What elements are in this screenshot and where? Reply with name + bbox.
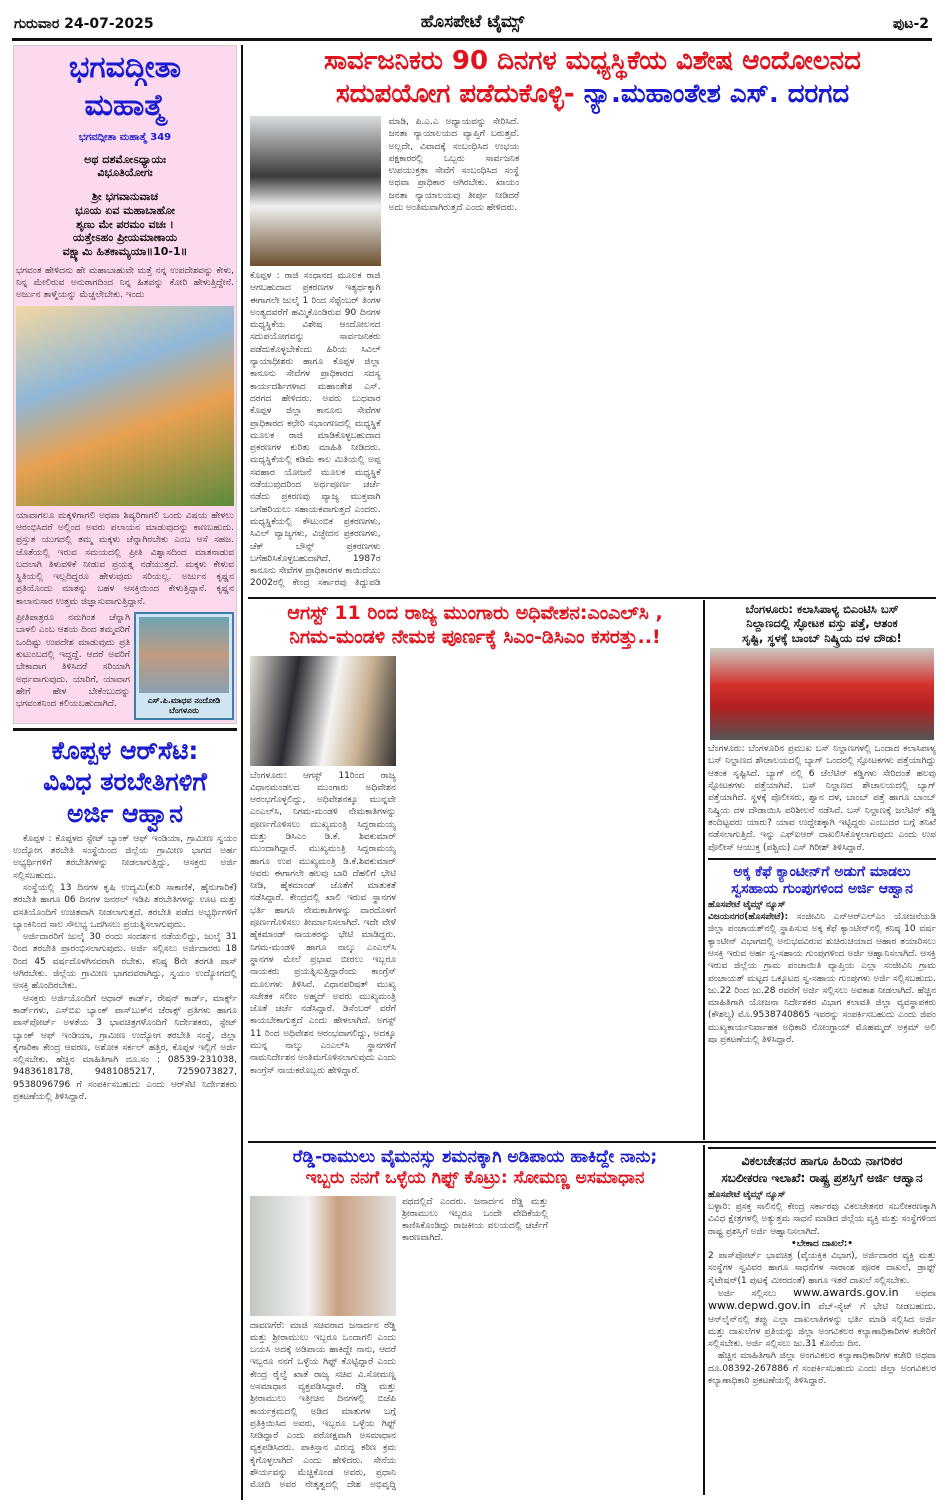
akka-body xyxy=(708,899,936,1138)
judge-photo xyxy=(250,116,381,266)
paragraph: ಸಂಜೀವಿನಿ ಎನ್‌ಆರ್‌ಎಲ್‌ಎಂ ಯೋಜನೆಯಡಿ ಜಿಲ್ಲಾ ಪಂಚಾಯತ್‌ನಲ್ಲಿ ಸ್ಥಾಪಿಸುವ ಅಕ್ಕ ಕೆಫೆ ಕ್ಯಾಂಟೀನ್‌ನಲ್ಲಿ ಕನಿಷ್ಠ 10 ವರ್ಷ ಕ್ಯಾಂಟೀನ್ ವಿಭಾಗದಲ್ಲಿ ಅನುಭವವಿರುವ ಶುಚಿರುಚಿಯಾದ ಆಹಾರ ತಯಾರಿಸಲು ಆಸಕ್ತಿ ಇರುವ ಅರ್ಹ ಸ್ವ-ಸಹಾಯ ಗುಂಪುಗಳಿಂದ ಅರ್ಜಿ ಆಹ್ವಾನಿಸಲಾಗಿದೆ. ಆಸಕ್ತಿ ಇರುವ ಜಿಲ್ಲೆಯ ಗ್ರಾಮ ಪಂಚಾಯಿತಿ ವ್ಯಾಪ್ತಿಯ ಎಲ್ಲಾ ಸಂಜೀವಿನಿ ಗ್ರಾಮ ಪಂಚಾಯತ್ ಮಟ್ಟದ ಒಕ್ಕೂಟದ ಸ್ವ-ಸಹಾಯ ಗುಂಪುಗಳು ಅರ್ಜಿ ಸಲ್ಲಿಸಬಹುದು. ಜು.22 ರಿಂದ ಜು.28 ರವರೆಗೆ ಅರ್ಜಿ ಸಲ್ಲಿಸಲು ಅವಕಾಶ ನೀಡಲಾಗಿದೆ. ಹೆಚ್ಚಿನ ಮಾಹಿತಿಗಾಗಿ ಯೋಜನಾ ನಿರ್ದೇಶಕರ ವಿಭಾಗ ಕಲಾವತಿ ಜಿಲ್ಲಾ ವ್ಯವಸ್ಥಾಪಕರು (ಕೌಶಲ್ಯ) ಮೊ.9538740865 ಇವರನ್ನು ಸಂಪರ್ಕಿಸಬಹುದು ಎಂದು ಜಿಪಂ ಮುಖ್ಯಕಾರ್ಯನಿರ್ವಾಹಕ ಅಧಿಕಾರಿ ನೋಂಗ್ಜಾಯ್ ಮೊಹಮ್ಮದ್ ಅಕ್ರಮ್ ಅಲಿ ಷಾ ಪ್ರಕಟಣೆಯಲ್ಲಿ ತಿಳಿಸಿದ್ದಾರೆ. xyxy=(708,912,936,1046)
gita-title-2: ಮಹಾತ್ಮೆ xyxy=(84,87,166,123)
byline: ಹೊಸಪೇಟೆ ಟೈಮ್ಸ್ ನ್ಯೂಸ್ xyxy=(708,899,786,910)
award-body xyxy=(708,1189,936,1497)
lead-article xyxy=(250,45,935,596)
author-box xyxy=(134,612,234,720)
divider xyxy=(708,1147,936,1149)
chapter-line: ಅಥ ದಶಮೋಽಧ್ಯಾಯಃ xyxy=(84,152,166,166)
paragraph: ಸಂಸ್ಥೆಯಲ್ಲಿ 13 ದಿನಗಳ ಕೃಷಿ ಉದ್ಯಮಿ(ಕುರಿ ಸಾಕಾಣಿಕೆ, ಹೈನುಗಾರಿಕೆ) ತರಬೇತಿ ಹಾಗೂ 06 ದಿನಗಳ ಜನರಲ್ ಇಡಿಪಿ ತರಬೇತಿಗಳನ್ನು ಊಟ ಮತ್ತು ವಸತಿಯೊಂದಿಗೆ ಉಚಿತವಾಗಿ ನೀಡಲಾಗುತ್ತದೆ. ತರಬೇತಿ ಪಡೆದ ಅಭ್ಯರ್ಥಿಗಳಿಗೆ ಬ್ಯಾಂಕಿನಿಂದ ಸಾಲ ಸೌಲಭ್ಯ ಒದಗಿಸಲು ಪ್ರಯತ್ನಿಸಲಾಗುವುದು. xyxy=(13,882,237,930)
headline-part: ನ್ಯಾ.ಮಹಾಂತೇಶ ಎಸ್. ದರಗದ xyxy=(583,78,850,109)
award-headline: ಸಬಲೀಕರಣ ಇಲಾಖೆ: ರಾಷ್ಟ್ರ ಪ್ರಶಸ್ತಿಗೆ ಅರ್ಜಿ ಆಹ್ವಾನ xyxy=(721,1170,923,1185)
awards-link[interactable]: www.awards.gov.in xyxy=(793,1286,899,1299)
column-divider xyxy=(241,45,243,1500)
issue-date: ಗುರುವಾರ 24-07-2025 xyxy=(14,16,154,32)
lead-headline-2 xyxy=(250,78,935,111)
paragraph: ಬಳ್ಳಾರಿ: ಪ್ರಸಕ್ತ ಸಾಲಿನಲ್ಲಿ ಕೇಂದ್ರ ಸರ್ಕಾರವು ವಿಕಲಚೇತನರ ಸಬಲೀಕರಣಕ್ಕಾಗಿ ವಿವಿಧ ಕ್ಷೇತ್ರಗಳಲ್ಲಿ ಅತ್ಯುತ್ತಮ ಸಾಧನೆ ಮಾಡಿದ ಜಿಲ್ಲೆಯ ವ್ಯಕ್ತಿ ಮತ್ತು ಸಂಸ್ಥೆಗಳಿಂದ ರಾಷ್ಟ್ರ ಪ್ರಶಸ್ತಿಗೆ ಅರ್ಜಿ ಆಹ್ವಾನಿಸಲಾಗಿದೆ. xyxy=(708,1201,936,1237)
somanna-photo xyxy=(250,1196,396,1316)
rseti-headline: ಅರ್ಜಿ ಆಹ್ವಾನ xyxy=(67,798,183,828)
verse-line: ಶೃಣು ಮೇ ಪರಮಂ ವಚಃ । xyxy=(76,217,174,231)
gita-side-text: ಪ್ರೀತಿಪಾತ್ರರೂ ನಮಗಿಂತ ಚೆನ್ನಾಗಿ ಬಾಳಲಿ ಎಂಬ ಆಶಯ ದಿಂದ ತಮ್ಮವರಿಗೆ ಒಂದಿಷ್ಟು ಉಪದೇಶ ಮಾಡುವುದು ಪ್ರತಿ ಕುಟುಂಬದಲ್ಲಿ ಇದ್ದದ್ದೆ. ಆದರೆ ಅವರಿಗೆ ಬೇಕಾದಾಗ ತಿಳಿಸಿದರೆ ಸರಿಯಾಗಿ ಅರ್ಥವಾಗುವುದು. ಯಾರಿಗೆ, ಯಾವಾಗ ಹೇಗೆ ಹೇಳ ಬೇಕೆಂಬುದನ್ನು ಭಗವಂತನಿಂದ ಕಲಿಯಬಹುದಾಗಿದೆ. xyxy=(16,613,130,710)
session-body-wrap xyxy=(250,656,700,1139)
somanna-article xyxy=(250,1147,700,1497)
rseti-body xyxy=(13,833,237,1497)
gita-box xyxy=(13,45,237,724)
paragraph: ಆಸಕ್ತರು ಅರ್ಜಿಯೊಂದಿಗೆ ಆಧಾರ್ ಕಾರ್ಡ್, ರೇಷನ್ ಕಾರ್ಡ್, ಮಾರ್ಕ್ಸ್ ಕಾರ್ಡ್‌ಗಳು, ಎಸ್‌ಬಿಐ ಬ್ಯಾಂಕ್ ಪಾಸ್‌ಬುಕ್‌ನ ಜೆರಾಕ್ಸ್ ಪ್ರತಿಗಳು ಹಾಗೂ ಪಾಸ್‌ಪೋರ್ಟ್ ಅಳತೆಯ 3 ಭಾವಚಿತ್ರಗಳೊಂದಿಗೆ ನಿರ್ದೇಶಕರು, ಸ್ಟೇಟ್ ಬ್ಯಾಂಕ್ ಆಫ್ ಇಂಡಿಯಾ, ಗ್ರಾಮೀಣ ಉದ್ಯೋಗ ತರಬೇತಿ ಸಂಸ್ಥೆ, ಜಿಲ್ಲಾ ಕೈಗಾರಿಕಾ ಕೇಂದ್ರ ಆವರಣ, ಅಶೋಕ ಸರ್ಕಲ್ ಹತ್ತಿರ, ಕೊಪ್ಪಳ ಇಲ್ಲಿಗೆ ಅರ್ಜಿ ಸಲ್ಲಿಸಬೇಕು. ಹೆಚ್ಚಿನ ಮಾಹಿತಿಗಾಗಿ ದೂ.ಸಂ : 08539-231038, 9483618178, 9481085217, 7259073827, 9538096796 ಗೆ ಸಂಪರ್ಕಿಸಬಹುದು ಎಂದು ಆರ್‌ಸೆಟಿ ನಿರ್ದೇಶಕರು ಪ್ರಕಟಣೆಯಲ್ಲಿ ತಿಳಿಸಿದ್ದಾರೆ. xyxy=(13,993,237,1102)
paragraph: ಅರ್ಜಿದಾರರಿಗೆ ಜುಲೈ 30 ರಂದು ಸಂದರ್ಶನ ನಡೆಯಲಿದ್ದು, ಜುಲೈ 31 ರಿಂದ ತರಬೇತಿ ಪ್ರಾರಂಭಿಸಲಾಗುವುದು. ಅರ್ಜಿ ಸಲ್ಲಿಸಲು ಅರ್ಜಿದಾರರು 18 ರಿಂದ 45 ವರ್ಷದೊಳಗಿನವರಾಗಿ ರಬೇಕು. ಕನಿಷ್ಠ 8ನೇ ತರಗತಿ ಪಾಸ್ ಆಗಿರಬೇಕು. ಜಿಲ್ಲೆಯ ಗ್ರಾಮೀಣ ಭಾಗದವರಾಗಿದ್ದು, ಸ್ವಯಂ ಉದ್ಯೋಗದಲ್ಲಿ ಆಸಕ್ತಿ ಹೊಂದಿರಬೇಕು. xyxy=(13,932,237,992)
newspaper-title: ಹೊಸಪೇಟೆ ಟೈಮ್ಸ್ xyxy=(420,12,525,32)
left-column xyxy=(13,45,237,1497)
text: ವೆಬ್-ಸೈಟ್ ಗೆ ಭೇಟಿ ನೀಡಬಹುದು. ಆನ್‌ಲೈನ್‌ನಲ್ಲಿ ತಪ್ಪು ಎಲ್ಲಾ ದಾಖಲಾತಿಗಳನ್ನು ಭರ್ತಿ ಮಾಡಿ ಸಲ್ಲಿಸಿದ ಅರ್ಜಿ ಮತ್ತು ದಾಖಲೆಗಳ ಪ್ರತಿಯನ್ನು ಜಿಲ್ಲಾ ಅಂಗವಿಕಲರ ಕಲ್ಯಾಣಾಧಿಕಾರಿಗಳ ಕಚೇರಿಗೆ ಸಲ್ಲಿಸಬೇಕು. ಅರ್ಜಿ ಸಲ್ಲಿಸಲು ಜು.31 ಕೊನೆಯ ದಿನ. xyxy=(708,1302,936,1350)
somanna-headline-2: ಇಬ್ಬರು ನನಗೆ ಒಳ್ಳೆಯ ಗಿಫ್ಟ್ ಕೊಟ್ರು: ಸೋಮಣ್ಣ ಅಸಮಾಧಾನ xyxy=(305,1168,645,1189)
depwd-link[interactable]: www.depwd.gov.in xyxy=(708,1299,811,1313)
award-headline: ವಿಕಲಚೇತನರ ಹಾಗೂ ಹಿರಿಯ ನಾಗರಿಕರ xyxy=(741,1153,903,1168)
cm-dcm-photo xyxy=(250,656,396,766)
akka-headline: ಸ್ವಸಹಾಯ ಗುಂಪುಗಳಿಂದ ಅರ್ಜಿ ಆಹ್ವಾನ xyxy=(731,881,913,898)
gita-intro: ಭಗವಂತ ಹೇಳಿದನು ಹೇ ಮಹಾಬಾಹುವೇ ಮತ್ತೆ ನನ್ನ ಉಪದೇಶವನ್ನು ಕೇಳು, ನಿನ್ನ ಮೇಲಿರುವ ಅನುರಾಗದಿಂದ ನಿನ್ನ ಹಿತವನ್ನು ಕೋರಿ ಹೇಳುತ್ತಿದ್ದೇನೆ. ಅರ್ಜುನ ತಾಳ್ಮೆಯನ್ನು ಮೆಚ್ಚಲೇಬೇಕು. ಇಂದು xyxy=(16,265,234,301)
verse-line: ವಕ್ಷ್ಯಾಮಿ ಹಿತಕಾಮ್ಯಯಾ॥10-1॥ xyxy=(62,245,188,258)
somanna-headline: ರೆಡ್ಡಿ-ರಾಮುಲು ವೈಮನಸ್ಸು ಶಮನಕ್ಕಾಗಿ ಅಡಿಪಾಯ ಹಾಕಿದ್ದೇ ನಾನು; xyxy=(292,1147,658,1167)
divider xyxy=(248,597,936,599)
paragraph: ಕೊಪ್ಪಳ : ಕೊಪ್ಪಳದ ಸ್ಟೇಟ್ ಬ್ಯಾಂಕ್ ಆಫ್ ಇಂಡಿಯಾ, ಗ್ರಾಮೀಣ ಸ್ವಯಂ ಉದ್ಯೋಗ ತರಬೇತಿ ಸಂಸ್ಥೆಯಿಂದ ಜಿಲ್ಲೆಯ ಗ್ರಾಮೀಣ ಭಾಗದ ಅರ್ಹ ಅಭ್ಯರ್ಥಿಗಳಿಗೆ ತರಬೇತಿಗಳನ್ನು ನೀಡಲಾಗುತ್ತಿದ್ದು, ಆಸಕ್ತರು ಅರ್ಜಿ ಸಲ್ಲಿಸಬಹುದು. xyxy=(13,833,237,881)
verse-line: ಶ್ರೀ ಭಗವಾನುವಾಚ xyxy=(92,190,158,203)
lead-body-wrap xyxy=(250,116,935,596)
paragraph: ಹೆಚ್ಚಿನ ಮಾಹಿತಿಗಾಗಿ ಜಿಲ್ಲಾ ಅಂಗವಿಕಲರ ಕಲ್ಯಾಣಾಧಿಕಾರಿಗಳ ಕಚೇರಿ ಅಥವಾ ದೂ.08392-267886 ಗೆ ಸಂಪರ್ಕಿಸಬಹುದು ಎಂದು ಜಿಲ್ಲಾ ಅಂಗವಿಕಲರ ಕಲ್ಯಾಣಾಧಿಕಾರಿ ಪ್ರಕಟಣೆಯಲ್ಲಿ ತಿಳಿಸಿದ್ದಾರೆ. xyxy=(708,1351,936,1387)
somanna-body: ದಾವಣಗೆರೆ: ಮಾಜಿ ಸಚಿವರಾದ ಜನಾರ್ದನ ರೆಡ್ಡಿ ಮತ್ತು ಶ್ರೀರಾಮುಲು ಇಬ್ಬರೂ ಒಂದಾಗಲಿ ಎಂದು ಬಯಸಿ ಅದಕ್ಕೆ ಅಡಿಪಾಯ ಹಾಕಿದ್ದೇ ನಾನು, ಆದರೆ ಇಬ್ಬರೂ ನನಗೆ ಒಳ್ಳೆಯ ಗಿಫ್ಟ್ ಕೊಟ್ಟಿದ್ದಾರೆ ಎಂದು ಕೇಂದ್ರ ರೈಲ್ವೆ ಖಾತೆ ರಾಜ್ಯ ಸಚಿವ ವಿ.ಸೋಮಣ್ಣ ಅಸಮಾಧಾನ ವ್ಯಕ್ತಪಡಿಸಿದ್ದಾರೆ. ರೆಡ್ಡಿ ಮತ್ತು ಶ್ರೀರಾಮುಲು ಇತ್ತೀಚಿನ ದಿನಗಳಲ್ಲಿ ಬಿಜೆಪಿ ಕಾರ್ಯಕ್ರಮದಲ್ಲಿ ಅಡಿದ ಮಾತುಗಳ ಬಗ್ಗೆ ಪ್ರತಿಕ್ರಿಯಿಸಿದ ಅವರು, ಇಬ್ಬರೂ ಒಳ್ಳೆಯ ಗಿಫ್ಟ್ ನೀಡಿದ್ದಾರೆ ಎಂದು ಪರೋಕ್ಷವಾಗಿ ಅಸಮಾಧಾನ ವ್ಯಕ್ತಪಡಿಸಿದರು. ಪಾಕಿಸ್ತಾನ ವಿರುದ್ಧ ಕಠಿಣ ಕ್ರಮ ಕೈಗೊಳ್ಳಲಾಗಿದೆ ಎಂದು ಹೇಳಿದರು. ಸೇನೆಯ ಶೌರ್ಯವನ್ನು ಮೆಚ್ಚಿಕೊಂಡ ಅವರು, ಪ್ರಧಾನಿ ಮೋದಿ ಅವರ ನೇತೃತ್ವದಲ್ಲಿ ದೇಶ ಅಭಿವೃದ್ಧಿ ಪಥದಲ್ಲಿದೆ ಎಂದರು. ಜನಾರ್ದನ ರೆಡ್ಡಿ ಮತ್ತು ಶ್ರೀರಾಮುಲು ಇಬ್ಬರೂ ಒಂದೇ ವೇದಿಕೆಯಲ್ಲಿ ಕಾಣಿಸಿಕೊಂಡಿದ್ದು ರಾಜಕೀಯ ವಲಯದಲ್ಲಿ ಚರ್ಚೆಗೆ ಕಾರಣವಾಗಿದೆ. xyxy=(250,1196,548,1491)
session-article xyxy=(250,602,700,1138)
session-headline: ಆಗಸ್ಟ್ 11 ರಿಂದ ರಾಜ್ಯ ಮುಂಗಾರು ಅಧಿವೇಶನ:ಎಂಎಲ್‌ಸಿ , xyxy=(287,602,663,624)
headline-part: ಸದುಪಯೋಗ ಪಡೆದುಕೊಳ್ಳಿ- xyxy=(335,78,575,109)
page-number: ಪುಟ-2 xyxy=(892,16,929,32)
column-divider xyxy=(703,1145,705,1495)
bus-headline: ಬೆಂಗಳೂರು: ಕಲಾಸಿಪಾಳ್ಯ ಬಿಎಂಟಿಸಿ ಬಸ್ xyxy=(745,602,899,616)
bus-headline: ಸೃಷ್ಟಿ, ಸ್ಥಳಕ್ಕೆ ಬಾಂಬ್ ನಿಷ್ಕ್ರಿಯ ದಳ ದೌಡು! xyxy=(742,630,902,645)
dateline: ವಿಜಯನಗರ(ಹೊಸಪೇಟೆ): xyxy=(708,912,789,923)
divider xyxy=(13,728,237,731)
rseti-headline: ವಿವಿಧ ತರಬೇತಿಗಳಿಗೆ xyxy=(43,767,207,797)
gita-subtitle: ಭಗವದ್ಗೀತಾ ಮಹಾತ್ಮೆ 349 xyxy=(78,132,172,143)
bus-station-photo xyxy=(710,648,934,740)
text: ಅರ್ಜಿ ಸಲ್ಲಿಸಲು xyxy=(718,1289,777,1299)
session-headline-2: ನಿಗಮ-ಮಂಡಳಿ ನೇಮಕ ಪೂರ್ಣಕ್ಕೆ ಸಿಎಂ-ಡಿಸಿಎಂ ಕಸರತ್ತು..! xyxy=(289,625,661,648)
bus-body: ಬೆಂಗಳೂರು: ಬೆಂಗಳೂರಿನ ಪ್ರಮುಖ ಬಸ್ ನಿಲ್ದಾಣಗಳಲ್ಲಿ ಒಂದಾದ ಕಲಾಸಿಪಾಳ್ಯ ಬಸ್ ನಿಲ್ದಾಣದ ಶೌಚಾಲಯದಲ್ಲಿ ಬ್ಯಾಗ್ ಒಂದರಲ್ಲಿ ಸ್ಫೋಟಕಗಳು ಪತ್ತೆಯಾಗಿದ್ದು ಆತಂಕ ಸೃಷ್ಟಿಸಿದೆ. ಬ್ಯಾಗ್ ನಲ್ಲಿ 6 ಜೆಲೆಟಿನ್ ಕಡ್ಡಿಗಳು ಸೇರಿದಂತೆ ಹಲವು ಸ್ಫೋಟಕಗಳು ಪತ್ತೆಯಾಗಿವೆ. ಬಸ್ ನಿಲ್ದಾಣದ ಶೌಚಾಲಯದಲ್ಲಿ ಬ್ಯಾಗ್ ಪತ್ತೆಯಾಗಿದೆ. ಸ್ಥಳಕ್ಕೆ ಪೊಲೀಸರು, ಶ್ವಾನ ದಳ, ಬಾಂಬ್ ಪತ್ತೆ ಹಾಗೂ ಬಾಂಬ್ ನಿಷ್ಕ್ರಿಯ ದಳ ದೌಡಾಯಿಸಿ ಪರಿಶೀಲನೆ ನಡೆಸಿವೆ. ಬಸ್ ನಿಲ್ದಾಣಕ್ಕೆ ಜಲೆಟಿನ್ ಕಡ್ಡಿ ತಂದಿಟ್ಟವರು ಯಾರು? ಯಾವ ಉದ್ದೇಶಕ್ಕಾಗಿ ಇಟ್ಟಿದ್ದರು ಎಂಬುದರ ಬಗ್ಗೆ ತನಿಖೆ ನಡೆಸಲಾಗುತ್ತಿದೆ. ಇನ್ನು ಎಫ್‌ಐಆರ್ ದಾಖಲಿಸಿಕೊಳ್ಳಲಾಗುವುದು ಎಂದು ಉಪ ಪೊಲೀಸ್ ಆಯುಕ್ತ (ಪಶ್ಚಿಮ) ಎಸ್ ಗಿರೀಶ್ ತಿಳಿಸಿದ್ದಾರೆ. xyxy=(708,744,936,853)
award-article xyxy=(708,1147,936,1497)
verse-line: ಯತ್ತೇಽಹಂ ಪ್ರೀಯಮಾಣಾಯ xyxy=(72,231,178,245)
masthead-rule xyxy=(12,38,932,41)
paragraph: 2 ಪಾಸ್‌ಪೋರ್ಟ್ ಭಾವಚಿತ್ರ (ವೈಯಕ್ತಿಕ ವಿಭಾಗ), ಅರ್ಜಿದಾರರ ವ್ಯಕ್ತಿ ಮತ್ತು ಸಂಸ್ಥೆಗಳ ಸ್ವವಿವರ ಹಾಗೂ ಸಾಧನೆಗಳ ಸಾರಾಂಶ ಪೂರಕ ದಾಖಲೆ, ಡ್ರಾಫ್ಟ್ ಸೈಟೇಷನ್(1 ಪುಟಕ್ಕೆ ಮೀರದಂತೆ) ಹಾಗೂ ಇತರೆ ದಾಖಲೆ ಸಲ್ಲಿಸಬೇಕು. xyxy=(708,1251,936,1286)
akka-headline: ಅಕ್ಕ ಕೆಫೆ ಕ್ಯಾಂಟೀನ್‌ಗೆ ಅಡುಗೆ ಮಾಡಲು xyxy=(733,863,911,880)
krishna-arjuna-image xyxy=(16,306,234,506)
session-body: ಬೆಂಗಳೂರು: ಆಗಸ್ಟ್ 11ರಿಂದ ರಾಜ್ಯ ವಿಧಾನಮಂಡಲದ ಮುಂಗಾರು ಅಧಿವೇಶನ ಆರಂಭಗೊಳ್ಳಲಿದ್ದು, ಅಧಿವೇಶನಕ್ಕೂ ಮುನ್ನವೇ ಎಂಎಲ್‌ಸಿ, ನಿಗಮ-ಮಂಡಳಿ ನೇಮಕಾತಿಗಳನ್ನು ಪೂರ್ಣಗೊಳಿಸಲು ಮುಖ್ಯಮಂತ್ರಿ ಸಿದ್ದರಾಮಯ್ಯ ಮತ್ತು ಡಿಸಿಎಂ ಡಿ.ಕೆ. ಶಿವಕುಮಾರ್ ಮುಂದಾಗಿದ್ದಾರೆ. ಮುಖ್ಯಮಂತ್ರಿ ಸಿದ್ದರಾಮಯ್ಯ ಹಾಗೂ ಉಪ ಮುಖ್ಯಮಂತ್ರಿ ಡಿ.ಕೆ.ಶಿವಕುಮಾರ್ ಅವರು ಈಗಾಗಲೇ ಹಲವು ಬಾರಿ ದೆಹಲಿಗೆ ಭೇಟಿ ನೀಡಿ, ಹೈಕಮಾಂಡ್ ಜೊತೆಗೆ ಮಾತುಕತೆ ನಡೆಸಿದ್ದಾರೆ. ಕೇಂದ್ರದಲ್ಲಿ ಖಾಲಿ ಇರುವ ಸ್ಥಾನಗಳ ಭರ್ತಿ ಹಾಗೂ ನೇಮಕಾತಿಗಳನ್ನು ವಾರದೊಳಗೆ ಪೂರ್ಣಗೊಳಿಸಲು ತೀರ್ಮಾನಿಸಲಾಗಿದೆ. ಇದೇ ವೇಳೆ ಹೈಕಮಾಂಡ್ ನಾಯಕರನ್ನು ಭೇಟಿ ಮಾಡಿದ್ದರು. ನಿಗಮ-ಮಂಡಳಿ ಹಾಗೂ ನಾಲ್ಕು ಎಂಎಲ್‌ಸಿ ಸ್ಥಾನಗಳ ಮೇಲೆ ಪ್ರಭಾವ ಬೀರಲು ಇಬ್ಬರೂ ನಾಯಕರು ಪ್ರಯತ್ನಿಸುತ್ತಿದ್ದಾರೆಂದು ಕಾಂಗ್ರೆಸ್ ಮೂಲಗಳು ತಿಳಿಸಿವೆ. ವಿಧಾನಪರಿಷತ್ ಮುಖ್ಯ ಸಚೇತಕ ಸಲೀಂ ಅಹ್ಮದ್ ಅವರು ಮುಖ್ಯಮಂತ್ರಿ ಜೊತೆ ಚರ್ಚೆ ನಡೆಸಿದ್ದಾರೆ. ಡಿಸೆಂಬರ್ ವರೆಗೆ ಕಾಯಬೇಕಾಗುತ್ತದೆ ಎಂದು ಹೇಳಲಾಗಿದೆ. ಅಗಸ್ಟ್ 11 ರಿಂದ ಅಧಿವೇಶನ ಆರಂಭವಾಗಲಿದ್ದು, ಅದಕ್ಕೂ ಮುನ್ನ ನಾಲ್ಕು ಎಂಎಲ್‌ಸಿ ಸ್ಥಾನಗಳಿಗೆ ನಾಮನಿರ್ದೇಶನ ಅಂತಿಮಗೊಳಿಸಲಾಗುವುದು ಎಂದು ಕಾಂಗ್ರೆಸ್ ನಾಯಕರೊಬ್ಬರು ಹೇಳಿದ್ದಾರೆ. xyxy=(250,770,396,1076)
rseti-headline: ಕೊಪ್ಪಳ ಆರ್‌ಸೆಟಿ: xyxy=(51,736,199,766)
lead-body: ಕೊಪ್ಪಳ : ರಾಜಿ ಸಂಧಾನದ ಮೂಲಕ ರಾಜಿ ಆಗಬಹುದಾದ ಪ್ರಕರಣಗಳ ಇತ್ಯರ್ಥಕ್ಕಾಗಿ ಈಗಾಗಲೇ ಜುಲೈ 1 ರಿಂದ ಸೆಪ್ಟೆಂಬರ್ ತಿಂಗಳ ಅಂತ್ಯದವರೆಗೆ ಹಮ್ಮಿಕೊಂಡಿರುವ 90 ದಿನಗಳ ಮಧ್ಯಸ್ಥಿಕೆಯ ವಿಶೇಷ ಆಂದೋಲನದ ಸದುಪಯೋಗವನ್ನು ಸಾರ್ವಜನಿಕರು ಪಡೆದುಕೊಳ್ಳಬೇಕೆಂದು ಹಿರಿಯ ಸಿವಿಲ್ ನ್ಯಾಯಾಧೀಶರು ಹಾಗೂ ಕೊಪ್ಪಳ ಜಿಲ್ಲಾ ಕಾನೂನು ಸೇವೆಗಳ ಪ್ರಾಧಿಕಾರದ ಸದಸ್ಯ ಕಾರ್ಯದರ್ಶಿಗಳಾದ ಮಹಾಂತೇಶ ಎಸ್. ದರಗದ ಹೇಳಿದರು. ಅವರು ಬುಧವಾರ ಕೊಪ್ಪಳ ಜಿಲ್ಲಾ ಕಾನೂನು ಸೇವೆಗಳ ಪ್ರಾಧಿಕಾರದ ಕಛೇರಿ ಸಭಾಂಗಣದಲ್ಲಿ ಮಧ್ಯಸ್ಥಿಕೆ ಮೂಲಕ ರಾಜಿ ಮಾಡಿಕೊಳ್ಳಬಹುದಾದ ಪ್ರಕರಣಗಳ ಕುರಿತು ಮಾಹಿತಿ ನೀಡಿದರು. ಮಧ್ಯಸ್ಥಿಕೆಯಲ್ಲಿ ಕಡಿಮೆ ಕಾಲ ಮಿತಿಯಲ್ಲಿ ಅಪ್ಪ ಸವಹಾರ ಯೋಜನೆ ಮೂಲಕ ಮಧ್ಯಸ್ಥಿಕೆ ನಡೆಯುವುದರಿಂದ ಅರ್ಥಪೂರ್ಣ ಚರ್ಚೆ ನಡೆದು ಪ್ರಕರಣವು ವ್ಯಾಜ್ಯ ಮುಕ್ತವಾಗಿ ಬಗೆಹರಿಯಲು ಸಹಾಯಕವಾಗುತ್ತದೆ ಎಂದರು. ಮಧ್ಯಸ್ಥಿಕೆಯಲ್ಲಿ ಕೌಟುಂಬಿಕ ಪ್ರಕರಣಗಳು, ಸಿವಿಲ್ ವ್ಯಾಜ್ಯಗಳು, ವಿಚ್ಛೇದನ ಪ್ರಕರಣಗಳು, ಚೆಕ್ ಬೌನ್ಸ್ ಪ್ರಕರಣಗಳು ಬಗೆಹರಿಸಿಕೊಳ್ಳಬಹುದಾಗಿದೆ. 1987ರ ಕಾನೂನು ಸೇವೆಗಳ ಪ್ರಾಧಿಕಾರಗಳ ಕಾಯಿದೆಯು 2002ರಲ್ಲಿ ಕೇಂದ್ರ ಸರ್ಕಾರವು ತಿದ್ದುಪಡಿ ಮಾಡಿ, ಪಿ.ಎ.ಎ ಅಧ್ಯಾಯವನ್ನು ಸೇರಿಸಿದೆ. ಜನತಾ ನ್ಯಾಯಾಲಯದ ವ್ಯಾಪ್ತಿಗೆ ಬರುತ್ತವೆ. ಅಲ್ಲದೇ, ವಿವಾದಕ್ಕೆ ಸಂಬಂಧಿಸಿದ ಉಭಯ ಪಕ್ಷಕಾರರಲ್ಲಿ ಒಬ್ಬರು ಸಾರ್ವಜನಿಕ ಉಪಯುಕ್ತತಾ ಸೇವೆಗೆ ಸಂಬಂಧಿಸಿದ ಸಂಸ್ಥೆ ಅಥವಾ ಪ್ರಾಧಿಕಾರ ಆಗಿರಬೇಕು. ಖಾಯಂ ಜನತಾ ನ್ಯಾಯಾಲಯವು ತೀರ್ಪು ನೀಡಿದರೆ ಅದು ಅಂತಿಮವಾಗಿರುತ್ತದೆ ಎಂದು ಹೇಳಿದರು. xyxy=(250,117,520,589)
subheading: •ಬೇಕಾದ ದಾಖಲೆ:• xyxy=(790,1238,854,1249)
chapter-line: ವಿಭೂತಿಯೋಗಃ xyxy=(97,166,153,180)
divider xyxy=(708,858,936,860)
divider xyxy=(248,1141,936,1143)
gita-title: ಭಗವದ್ಗೀತಾ xyxy=(68,50,182,85)
author-photo xyxy=(139,617,229,693)
column-divider xyxy=(703,600,705,1140)
author-name: ಎಸ್.ಪಿ.ಮಾಧವ ನಂದೋಡಿ xyxy=(147,696,221,706)
lead-headline: ಸಾರ್ವಜನಿಕರು 90 ದಿನಗಳ ಮಧ್ಯಸ್ಥಿಕೆಯ ವಿಶೇಷ ಆಂದೋಲನದ xyxy=(324,46,861,76)
gita-body: ಯಾವಾಗಲೂ ಮಕ್ಕಳಿಗಾಗಲಿ ಅಥವಾ ಶಿಷ್ಯರಿಗಾಗಲಿ ಒಂದು ವಿಷಯ ಹೇಳಲು ಆರಂಭಿಸಿದರೆ ಅಲ್ಲಿಂದ ಅವರು ಪಲಾಯನ ಮಾಡುವುದನ್ನು ಕಾಣಬಹುದು. ಪ್ರಸ್ತುತ ಯುಗದಲ್ಲಿ ತಮ್ಮ ಮಕ್ಕಳು ಚೆನ್ನಾಗಿರಬೇಕು ಎಂಬ ಆಸೆ ಸಹಜ. ಜೊತೆಯಲ್ಲಿ ಇರುವ ಸಮಯದಲ್ಲಿ ಪ್ರೀತಿ ವಿಶ್ವಾಸದಿಂದ ಮಾತನಾಡುವ ಬದಲಾಗಿ ತಿಳುವಳಿಕೆ ನೀಡುವ ಪ್ರಯತ್ನ ನಡೆಯುತ್ತದೆ. ಮಕ್ಕಳು ಕೇಳುವ ಸ್ಥಿತಿಯಲ್ಲಿ ಇಲ್ಲದಿದ್ದರೂ ಹೇಳುವುದು ಸರಿಯಲ್ಲ. ಅರ್ಜುನ ಕೃಷ್ಣನ ಪ್ರತಿಯೊಂದು ಮಾತನ್ನು ಬಹಳ ಆಸಕ್ತಿಯಿಂದ ಕೇಳುತ್ತಿದ್ದಾನೆ. ಕೃಷ್ಣನ ಕಾಲಾನುಸಾರ ಉತ್ತಮ ಜಿಜ್ಞಾಸುವಾಗುತ್ತಿದ್ದಾನೆ. xyxy=(16,510,234,607)
text: ಅಥವಾ xyxy=(915,1289,936,1299)
verse-line: ಭೂಯ ಏವ ಮಹಾಬಾಹೋ xyxy=(75,203,175,217)
bus-headline: ನಿಲ್ದಾಣದಲ್ಲಿ ಸ್ಫೋಟಕ ವಸ್ತು ಪತ್ತೆ, ಆತಂಕ xyxy=(746,616,898,631)
author-city: ಬೆಂಗಳೂರು xyxy=(169,706,199,716)
somanna-body-wrap xyxy=(250,1196,700,1498)
right-column-mid xyxy=(708,602,936,1138)
byline: ಹೊಸಪೇಟೆ ಟೈಮ್ಸ್ ನ್ಯೂಸ್ xyxy=(708,1189,786,1200)
